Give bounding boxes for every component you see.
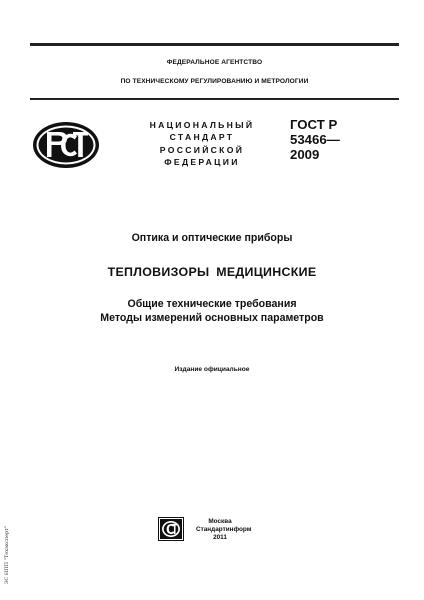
top-rule — [30, 43, 399, 46]
standard-line-1: НАЦИОНАЛЬНЫЙ — [149, 120, 255, 130]
side-stamp-text: ЭС НПП "Техэксперт" — [4, 525, 10, 585]
agency-line-1: ФЕДЕРАЛЬНОЕ АГЕНТСТВО — [166, 59, 263, 66]
document-subtitle — [0, 297, 424, 325]
designation-line-3: 2009 — [290, 146, 320, 162]
document-title: ТЕПЛОВИЗОРЫ МЕДИЦИНСКИЕ — [107, 265, 317, 279]
standard-line-3: РОССИЙСКОЙ — [159, 144, 245, 155]
edition-label: Издание официальное — [174, 366, 250, 373]
publisher-imprint — [196, 518, 252, 543]
designation-line-2: 53466— — [290, 131, 340, 147]
standartinform-logo-icon — [158, 517, 184, 541]
publisher-city: Москва — [208, 518, 232, 525]
middle-rule — [30, 98, 399, 100]
national-standard-block — [140, 119, 264, 169]
publisher-year: 2011 — [213, 534, 227, 542]
rst-certification-mark-icon — [32, 121, 100, 169]
standard-line-4: ФЕДЕРАЦИИ — [164, 157, 240, 168]
agency-line-2: ПО ТЕХНИЧЕСКОМУ РЕГУЛИРОВАНИЮ И МЕТРОЛОГИИ — [120, 78, 309, 85]
designation-line-1: ГОСТ Р — [290, 117, 338, 132]
subtitle-line-1: Общие технические требования — [127, 298, 297, 310]
standard-line-2: СТАНДАРТ — [169, 132, 235, 143]
publisher-name: Стандартинформ — [196, 526, 252, 534]
document-subject: Оптика и оптические приборы — [131, 232, 293, 244]
subtitle-line-2: Методы измерений основных параметров — [100, 312, 324, 324]
side-stamp — [2, 520, 12, 590]
standard-designation — [290, 118, 340, 162]
